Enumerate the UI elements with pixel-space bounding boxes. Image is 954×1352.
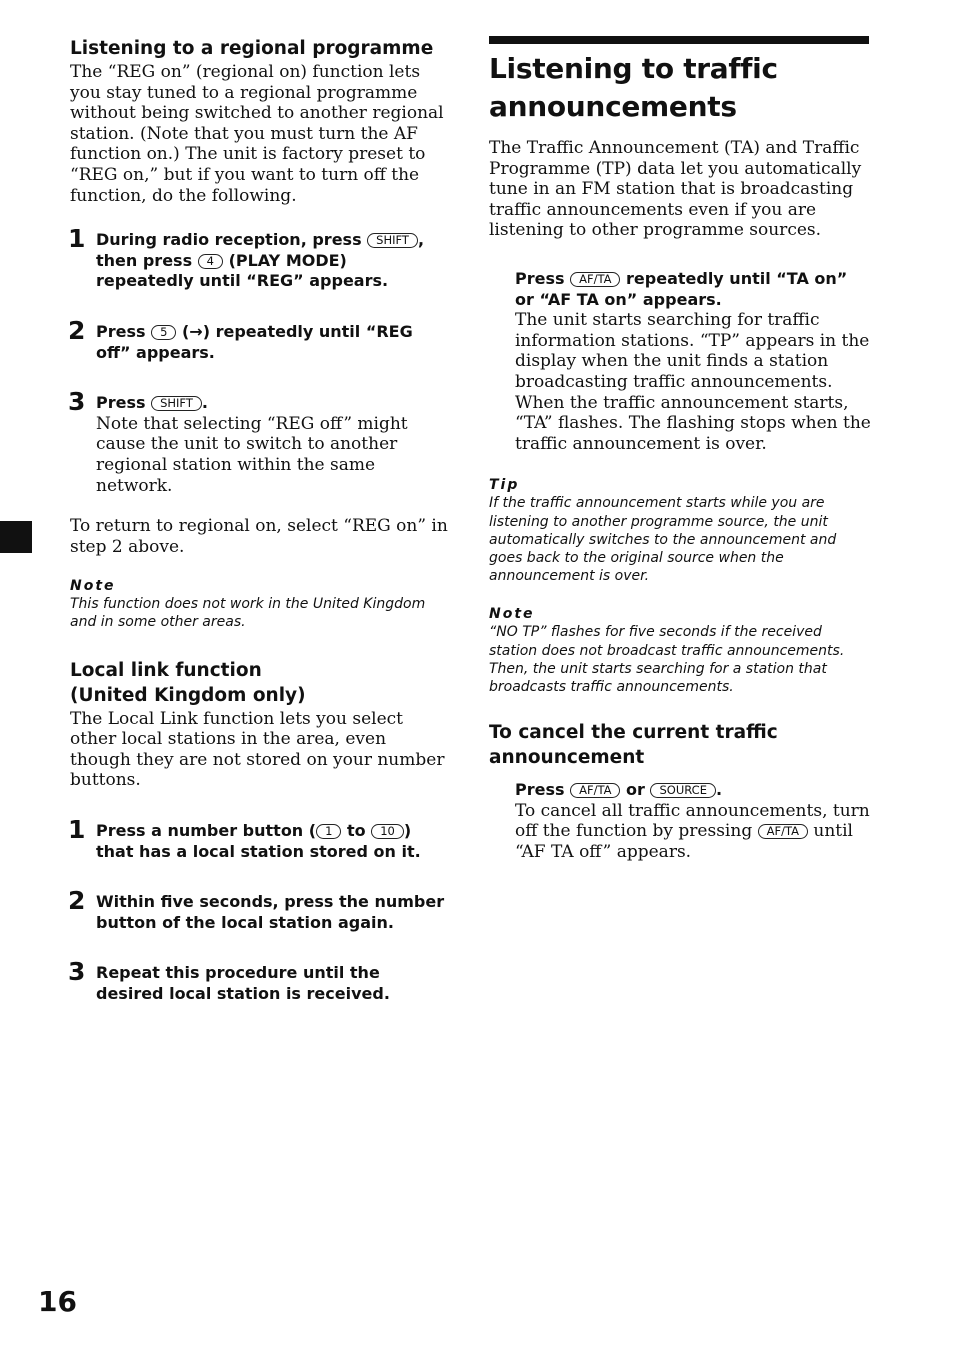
step-instruction: Repeat this procedure until the desired local station is received. <box>96 963 390 1004</box>
local-link-intro: The Local Link function lets you select other local stations in the area, even though they are not stored on your number buttons. <box>70 708 445 791</box>
step-number: 2 <box>68 315 86 345</box>
regional-step-3 <box>68 387 448 496</box>
section-tab-marker <box>0 521 32 553</box>
number-1-key: 1 <box>316 824 341 839</box>
page-title: Listening to traffic announcements <box>489 52 778 123</box>
traffic-instruction-detail: The unit starts searching for traffic information stations. “TP” appears in the display when the unit finds a station broadcasting traffic announcements. When the traffic announcement starts, “TA” flashes. The flashing stops when the traffic announcement is over. <box>515 310 871 454</box>
local-link-step-1 <box>68 815 448 862</box>
step-instruction: Press 5 (→) repeatedly until “REG off” appears. <box>96 321 413 362</box>
af-ta-key: AF/TA <box>758 824 808 839</box>
return-instruction: To return to regional on, select “REG on” in step 2 above. <box>70 516 448 557</box>
af-ta-key: AF/TA <box>570 783 620 798</box>
shift-key: SHIFT <box>151 396 202 411</box>
local-link-heading: Local link function (United Kingdom only) <box>70 659 306 706</box>
note-text: “NO TP” flashes for five seconds if the received station does not broadcast traffic announcements. Then, the unit starts searching for a station that broadcasts traffic announcements. <box>489 624 845 695</box>
note-label: Note <box>70 578 116 595</box>
note-label: Note <box>489 606 535 623</box>
section-rule <box>489 36 869 44</box>
step-detail: Note that selecting “REG off” might cause the unit to switch to another regional station within the same network. <box>96 413 408 496</box>
cancel-heading: To cancel the current traffic announcement <box>489 722 778 769</box>
regional-step-1 <box>68 224 448 292</box>
af-ta-key: AF/TA <box>570 272 620 287</box>
number-5-key: 5 <box>151 325 176 340</box>
cancel-instruction: Press AF/TA or SOURCE . <box>515 780 723 800</box>
step-instruction: Press a number button ( 1 to 10 ) that has a local station stored on it. <box>96 821 421 861</box>
local-link-step-2 <box>68 886 448 933</box>
regional-step-2 <box>68 315 448 363</box>
tip-text: If the traffic announcement starts while you are listening to another programme source, the unit automatically switches to the announcement and goes back to the original source when the announcement is over. <box>489 495 837 585</box>
regional-intro: The “REG on” (regional on) function lets you stay tuned to a regional programme without being switched to another regional station. (Note that you must turn the AF function on.) The unit is factory preset to “REG on,” but if you want to turn off the function, do the following. <box>70 62 444 206</box>
shift-key: SHIFT <box>367 233 418 248</box>
note-text: This function does not work in the United Kingdom and in some other areas. <box>70 596 426 631</box>
step-instruction: During radio reception, press SHIFT , then press 4 (PLAY MODE) repeatedly until “REG” appears. <box>96 230 425 291</box>
traffic-instruction: Press AF/TA repeatedly until “TA on” or “AF TA on” appears. <box>515 268 848 309</box>
step-instruction: Within five seconds, press the number button of the local station again. <box>96 892 445 932</box>
step-number: 3 <box>68 957 86 987</box>
step-number: 2 <box>68 886 86 916</box>
regional-heading: Listening to a regional programme <box>70 38 434 59</box>
source-key: SOURCE <box>650 783 715 798</box>
traffic-intro: The Traffic Announcement (TA) and Traffic Programme (TP) data let you automatically tune in an FM station that is broadcasting traffic announcements even if you are listening to other programme sources. <box>489 138 862 241</box>
cancel-instruction-block <box>489 780 871 862</box>
step-number: 3 <box>68 387 86 417</box>
number-4-key: 4 <box>198 254 223 269</box>
page-number: 16 <box>38 1285 77 1318</box>
right-column <box>489 36 871 863</box>
left-column <box>70 36 448 1005</box>
tip-label: Tip <box>489 477 520 494</box>
step-number: 1 <box>68 815 86 845</box>
number-10-key: 10 <box>371 824 404 839</box>
step-number: 1 <box>68 224 86 254</box>
local-link-step-3 <box>68 957 448 1004</box>
traffic-instruction-block <box>489 269 871 454</box>
cancel-detail: To cancel all traffic announcements, turn off the function by pressing AF/TA until “AF TA off” appears. <box>515 800 870 862</box>
step-instruction: Press SHIFT . <box>96 393 208 413</box>
